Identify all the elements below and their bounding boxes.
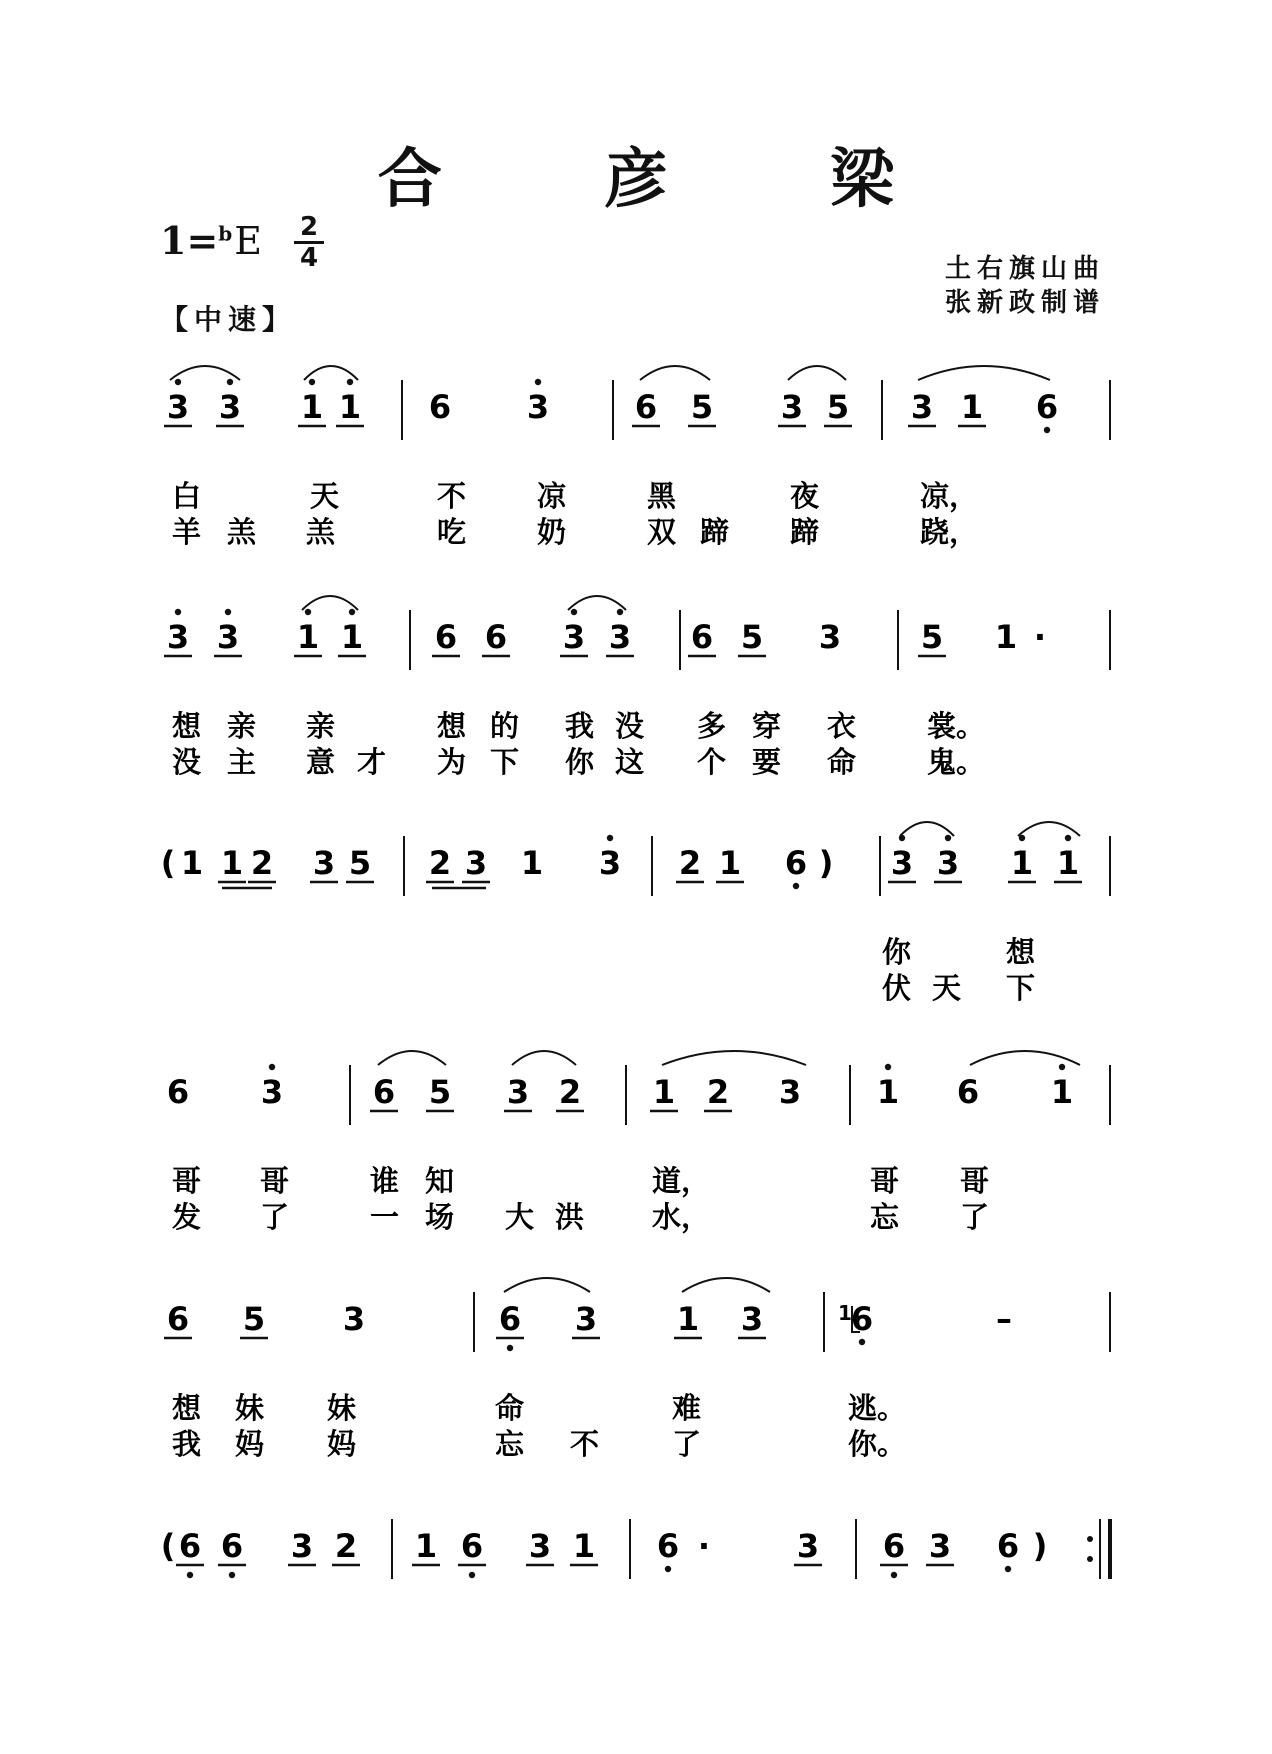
lyric-char: 衣 — [827, 709, 857, 743]
lyric-char: 个 — [697, 745, 727, 779]
octave-up-dot — [225, 609, 231, 615]
lyric-char: 双 — [647, 515, 677, 549]
note-digit: 3 — [740, 1300, 764, 1338]
note-digit: 1 — [1050, 1073, 1074, 1111]
note-digit: 6 — [996, 1527, 1020, 1565]
note-digit: 6 — [690, 618, 714, 656]
note-digit: 1 — [652, 1073, 676, 1111]
lyric-char: 穿 — [752, 709, 782, 743]
note-digit: 3 — [562, 618, 586, 656]
note-digit: 3 — [574, 1300, 598, 1338]
lyric-char: 为 — [437, 745, 467, 779]
note-digit: 6 — [1035, 388, 1059, 426]
octave-down-dot — [229, 1572, 235, 1578]
lyric-char: 想 — [437, 709, 467, 743]
octave-up-dot — [175, 379, 181, 385]
lyric-char: 要 — [752, 745, 782, 779]
note-digit: 6 — [498, 1300, 522, 1338]
note-digit: 6 — [956, 1073, 980, 1111]
note-digit: 3 — [312, 844, 336, 882]
slur — [512, 1051, 576, 1065]
lyric-char: 想 — [172, 1391, 202, 1425]
octave-down-dot — [793, 883, 799, 889]
lyric-char: 天 — [932, 971, 962, 1005]
lyric-char: 命 — [495, 1391, 525, 1425]
note-digit: · — [1033, 618, 1047, 656]
octave-down-dot — [1005, 1566, 1011, 1572]
note-digit: 3 — [910, 388, 934, 426]
lyric-char: 凉 — [537, 479, 567, 513]
note-digit: 1 — [1010, 844, 1034, 882]
octave-up-dot — [885, 1064, 891, 1070]
slur — [662, 1051, 806, 1065]
slur — [640, 366, 710, 380]
lyric-char: 白 — [172, 479, 202, 513]
note-digit: 6 — [460, 1527, 484, 1565]
lyric-char: 下 — [490, 745, 520, 779]
lyric-char: 多 — [697, 709, 727, 743]
time-signature-bottom: 4 — [299, 243, 319, 273]
slur — [682, 1278, 770, 1292]
octave-up-dot — [269, 1064, 275, 1070]
slur — [304, 366, 358, 380]
note-digit: 2 — [678, 844, 702, 882]
octave-up-dot — [617, 609, 623, 615]
note-digit: 6 — [850, 1300, 874, 1338]
note-digit: 6 — [220, 1527, 244, 1565]
slur — [302, 596, 358, 610]
octave-down-dot — [859, 1339, 865, 1345]
note-digit: 6 — [178, 1527, 202, 1565]
lyric-char: 哥 — [960, 1164, 990, 1198]
lyric-char: 大 — [505, 1200, 535, 1234]
lyric-char: 了 — [672, 1427, 702, 1461]
lyric-char: 道， — [652, 1164, 711, 1198]
slur — [568, 596, 626, 610]
credit-arranger: 张新政制谱 — [945, 288, 1106, 318]
note-digit: 5 — [690, 388, 714, 426]
octave-up-dot — [305, 609, 311, 615]
song-title: 合 彦 梁 — [377, 142, 965, 217]
repeat-dot — [1087, 1556, 1093, 1562]
octave-down-dot — [507, 1345, 513, 1351]
note-digit: 3 — [260, 1073, 284, 1111]
note-digit: 1 — [414, 1527, 438, 1565]
note-digit: 3 — [166, 618, 190, 656]
octave-up-dot — [309, 379, 315, 385]
lyric-char: 奶 — [537, 515, 567, 549]
note-digit: 1 — [296, 618, 320, 656]
note-digit: 6 — [434, 618, 458, 656]
note-digit: 3 — [608, 618, 632, 656]
note-digit: 6 — [484, 618, 508, 656]
slur — [504, 1278, 590, 1292]
octave-up-dot — [227, 379, 233, 385]
octave-up-dot — [347, 379, 353, 385]
note-digit: 1 — [960, 388, 984, 426]
tempo-marking: 【中速】 — [160, 303, 297, 336]
note-digit: 3 — [936, 844, 960, 882]
lyric-char: 妈 — [235, 1427, 265, 1461]
lyric-char: 蹄 — [790, 515, 820, 549]
lyric-char: 没 — [615, 709, 645, 743]
note-digit: 5 — [920, 618, 944, 656]
lyric-char: 鬼。 — [927, 745, 986, 779]
note-digit: 3 — [216, 618, 240, 656]
note-digit: 3 — [464, 844, 488, 882]
note-digit: 1 — [180, 844, 204, 882]
lyric-char: 水， — [652, 1200, 711, 1234]
note-digit: 6 — [372, 1073, 396, 1111]
slur — [378, 1051, 446, 1065]
lyric-char: 主 — [227, 745, 257, 779]
note-digit: 2 — [250, 844, 274, 882]
lyric-char: 才 — [357, 745, 387, 779]
note-digit: 1 — [876, 1073, 900, 1111]
lyric-char: 凉， — [920, 479, 979, 513]
note-digit: 6 — [634, 388, 658, 426]
octave-up-dot — [535, 379, 541, 385]
note-digit: 2 — [428, 844, 452, 882]
lyric-char: 亲 — [227, 709, 257, 743]
lyric-char: 的 — [490, 709, 520, 743]
octave-down-dot — [187, 1572, 193, 1578]
lyric-char: 妹 — [327, 1391, 357, 1425]
lyric-char: 妹 — [235, 1391, 265, 1425]
note-digit: 5 — [740, 618, 764, 656]
lyric-char: 想 — [172, 709, 202, 743]
slur — [900, 822, 954, 836]
lyric-char: 我 — [565, 709, 595, 743]
lyric-char: 我 — [172, 1427, 202, 1461]
octave-down-dot — [469, 1572, 475, 1578]
note-digit: 3 — [780, 388, 804, 426]
octave-down-dot — [665, 1566, 671, 1572]
note-digit: 2 — [706, 1073, 730, 1111]
note-digit: 1 — [220, 844, 244, 882]
note-digit: 5 — [826, 388, 850, 426]
lyric-char: 蹄 — [700, 515, 730, 549]
note-digit: ( — [160, 1527, 176, 1565]
note-digit: 6 — [166, 1073, 190, 1111]
note-digit: 1 — [676, 1300, 700, 1338]
note-digit: 3 — [290, 1527, 314, 1565]
note-digit: 3 — [778, 1073, 802, 1111]
note-digit: 1 — [994, 618, 1018, 656]
octave-up-dot — [945, 835, 951, 841]
note-digit: 3 — [598, 844, 622, 882]
note-digit: 3 — [928, 1527, 952, 1565]
lyric-char: 羊 — [172, 515, 202, 549]
lyric-char: 命 — [827, 745, 857, 779]
lyric-char: 不 — [437, 479, 467, 513]
octave-up-dot — [571, 609, 577, 615]
slur — [1018, 822, 1080, 836]
slur — [170, 366, 240, 380]
key-letter: E — [234, 219, 263, 263]
note-digit: 6 — [428, 388, 452, 426]
note-digit: ) — [818, 844, 834, 882]
octave-down-dot — [1044, 427, 1050, 433]
lyric-char: 逃。 — [848, 1391, 907, 1425]
note-digit: 3 — [218, 388, 242, 426]
octave-up-dot — [607, 835, 613, 841]
lyric-char: 亲 — [306, 709, 336, 743]
note-digit: 3 — [528, 1527, 552, 1565]
note-digit: 6 — [784, 844, 808, 882]
slur — [788, 366, 846, 380]
lyric-char: 哥 — [870, 1164, 900, 1198]
lyric-char: 吃 — [437, 515, 467, 549]
flat-sign: b — [218, 221, 233, 246]
note-digit: 3 — [526, 388, 550, 426]
lyric-char: 妈 — [327, 1427, 357, 1461]
repeat-dot — [1087, 1536, 1093, 1542]
lyric-char: 你 — [565, 745, 595, 779]
lyric-char: 场 — [425, 1200, 455, 1234]
key-prefix: 1= — [160, 218, 219, 263]
octave-up-dot — [1065, 835, 1071, 841]
lyric-char: 黑 — [647, 479, 677, 513]
lyric-char: 你。 — [848, 1427, 907, 1461]
lyric-char: 一 — [370, 1200, 400, 1234]
lyric-char: 这 — [615, 745, 645, 779]
octave-up-dot — [1059, 1064, 1065, 1070]
lyric-char: 不 — [570, 1427, 600, 1461]
lyric-char: 知 — [425, 1164, 455, 1198]
note-digit: 3 — [890, 844, 914, 882]
note-digit: 3 — [166, 388, 190, 426]
lyric-char: 了 — [960, 1200, 990, 1234]
lyric-char: 天 — [310, 479, 340, 513]
lyric-char: 羔 — [306, 515, 336, 549]
note-digit: – — [996, 1300, 1012, 1338]
note-digit: 1 — [718, 844, 742, 882]
octave-up-dot — [175, 609, 181, 615]
lyric-char: 忘 — [495, 1427, 525, 1461]
lyric-char: 了 — [260, 1200, 290, 1234]
octave-up-dot — [349, 609, 355, 615]
note-digit: 5 — [242, 1300, 266, 1338]
note-digit: 1 — [1056, 844, 1080, 882]
note-digit: 1 — [340, 618, 364, 656]
note-digit: 5 — [428, 1073, 452, 1111]
time-signature-top: 2 — [299, 212, 319, 242]
lyric-char: 哥 — [260, 1164, 290, 1198]
note-digit: 3 — [796, 1527, 820, 1565]
volta-number: 1 — [838, 1301, 852, 1325]
note-digit: ) — [1032, 1527, 1048, 1565]
lyric-char: 洪 — [555, 1200, 585, 1234]
lyric-char: 下 — [1006, 971, 1036, 1005]
lyric-char: 夜 — [790, 479, 820, 513]
lyric-char: 想 — [1006, 935, 1036, 969]
note-digit: 1 — [572, 1527, 596, 1565]
note-digit: 3 — [342, 1300, 366, 1338]
lyric-char: 谁 — [370, 1164, 400, 1198]
note-digit: 3 — [506, 1073, 530, 1111]
note-digit: 1 — [338, 388, 362, 426]
note-digit: 6 — [882, 1527, 906, 1565]
slur — [918, 366, 1050, 380]
lyric-char: 羔 — [227, 515, 257, 549]
lyric-char: 意 — [306, 745, 336, 779]
note-digit: ( — [160, 844, 176, 882]
note-digit: 6 — [166, 1300, 190, 1338]
lyric-char: 你 — [882, 935, 912, 969]
lyric-char: 裳。 — [927, 709, 986, 743]
note-digit: · — [697, 1527, 711, 1565]
lyric-char: 跷， — [920, 515, 979, 549]
lyric-char: 哥 — [172, 1164, 202, 1198]
credit-origin: 土右旗山曲 — [945, 254, 1106, 284]
lyric-char: 发 — [172, 1200, 202, 1234]
lyric-char: 没 — [172, 745, 202, 779]
note-digit: 5 — [348, 844, 372, 882]
note-digit: 6 — [656, 1527, 680, 1565]
note-digit: 3 — [818, 618, 842, 656]
note-digit: 2 — [558, 1073, 582, 1111]
note-digit: 1 — [300, 388, 324, 426]
note-digit: 1 — [520, 844, 544, 882]
lyric-char: 难 — [672, 1391, 702, 1425]
slur — [970, 1051, 1080, 1065]
lyric-char: 忘 — [870, 1200, 900, 1234]
octave-down-dot — [891, 1572, 897, 1578]
note-digit: 2 — [334, 1527, 358, 1565]
lyric-char: 伏 — [882, 971, 912, 1005]
